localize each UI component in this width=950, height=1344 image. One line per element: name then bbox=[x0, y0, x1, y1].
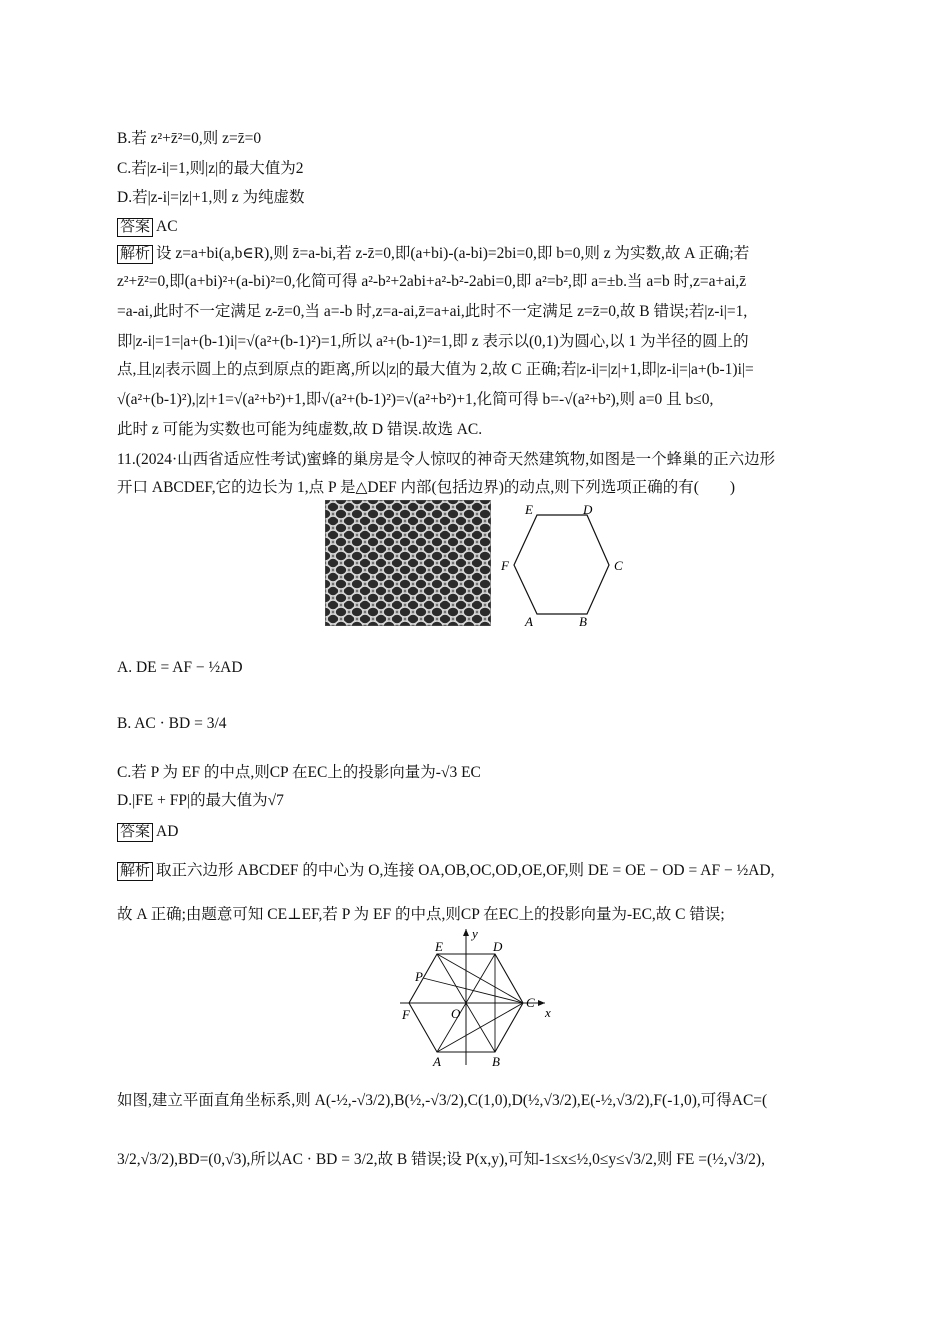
vertex-D: D bbox=[583, 502, 593, 517]
coord-label-D: D bbox=[493, 939, 503, 954]
analysis-11-line-4: 3/2,√3/2),BD=(0,√3),所以AC · BD = 3/2,故 B 错误;设 P(x,y),可知-1≤x≤½,0≤y≤√3/2,则 FE =(½,√3/2), bbox=[117, 1151, 765, 1168]
hexagon-diagram bbox=[492, 500, 632, 630]
coord-label-E: E bbox=[435, 939, 443, 954]
analysis-line-3: =a-ai,此时不一定满足 z-z̄=0,当 a=-b 时,z=a-ai,z̄=a+ai,此时不一定满足 z=z̄=0,故 B 错误;若|z-i|=1, bbox=[117, 303, 748, 320]
analysis-11-text-1: 取正六边形 ABCDEF 的中心为 O,连接 OA,OB,OC,OD,OE,OF,则 DE = OE − OD = AF − ½AD, bbox=[156, 862, 775, 879]
honeycomb-photo bbox=[325, 500, 491, 626]
coord-label-x: x bbox=[545, 1005, 551, 1020]
answer-line-1 bbox=[117, 218, 178, 237]
vertex-A: A bbox=[525, 614, 533, 629]
answer-tag: 答案 bbox=[117, 218, 153, 237]
analysis-tag: 解析 bbox=[117, 245, 153, 264]
coord-label-y: y bbox=[472, 926, 478, 941]
question-11-line-1: 11.(2024·山西省适应性考试)蜜蜂的巢房是令人惊叹的神奇天然建筑物,如图是一个蜂巢的正六边形 bbox=[117, 451, 776, 468]
coord-label-P: P bbox=[415, 969, 423, 984]
vertex-C: C bbox=[614, 558, 623, 573]
coord-label-C: C bbox=[526, 995, 535, 1010]
analysis-line-4: 即|z-i|=1=|a+(b-1)i|=√(a²+(b-1)²)=1,所以 a²+(b-1)²=1,即 z 表示以(0,1)为圆心,以 1 为半径的圆上的 bbox=[117, 333, 749, 350]
option-d-line: D.若|z-i|=|z|+1,则 z 为纯虚数 bbox=[117, 189, 305, 206]
option-b-11: B. AC · BD = 3/4 bbox=[117, 715, 227, 732]
coord-label-B: B bbox=[492, 1054, 500, 1069]
coord-label-O: O bbox=[451, 1006, 461, 1021]
option-c-line: C.若|z-i|=1,则|z|的最大值为2 bbox=[117, 160, 304, 177]
analysis-11-line-1 bbox=[117, 862, 774, 881]
answer-tag-2: 答案 bbox=[117, 823, 153, 842]
vertex-B: B bbox=[579, 614, 587, 629]
vertex-E: E bbox=[525, 502, 533, 517]
analysis-line-7: 此时 z 可能为实数也可能为纯虚数,故 D 错误.故选 AC. bbox=[117, 421, 483, 438]
answer-text: AC bbox=[156, 218, 178, 235]
coordinate-diagram bbox=[395, 925, 565, 1070]
analysis-tag-2: 解析 bbox=[117, 862, 153, 881]
hexagon-shape bbox=[514, 515, 609, 614]
answer-line-2 bbox=[117, 823, 178, 842]
analysis-line-5: 点,且|z|表示圆上的点到原点的距离,所以|z|的最大值为 2,故 C 正确;若|z-i|=|z|+1,即|z-i|=|a+(b-1)i|= bbox=[117, 361, 754, 378]
analysis-11-line-3: 如图,建立平面直角坐标系,则 A(-½,-√3/2),B(½,-√3/2),C(1,0),D(½,√3/2),E(-½,√3/2),F(-1,0),可得AC=( bbox=[117, 1092, 768, 1109]
option-c-11: C.若 P 为 EF 的中点,则CP 在EC上的投影向量为-√3 EC bbox=[117, 764, 481, 781]
analysis-line-1 bbox=[117, 245, 749, 264]
analysis-line-2: z²+z̄²=0,即(a+bi)²+(a-bi)²=0,化简可得 a²-b²+2abi+a²-b²-2abi=0,即 a²=b²,即 a=±b.当 a=b 时,z=a+ai,z̄ bbox=[117, 273, 747, 290]
answer-text-2: AD bbox=[156, 823, 179, 840]
option-b-line: B.若 z²+z̄²=0,则 z=z̄=0 bbox=[117, 130, 262, 147]
analysis-line-6: √(a²+(b-1)²),|z|+1=√(a²+b²)+1,即√(a²+(b-1)²)=√(a²+b²)+1,化简可得 b=-√(a²+b²),则 a=0 且 b≤0, bbox=[117, 391, 714, 408]
coord-label-A: A bbox=[433, 1054, 441, 1069]
vertex-F: F bbox=[501, 558, 509, 573]
coord-label-F: F bbox=[402, 1007, 410, 1022]
option-d-11: D.|FE + FP|的最大值为√7 bbox=[117, 792, 284, 809]
option-a-11: A. DE = AF − ½AD bbox=[117, 659, 243, 676]
analysis-11-line-2: 故 A 正确;由题意可知 CE⊥EF,若 P 为 EF 的中点,则CP 在EC上的投影向量为-EC,故 C 错误; bbox=[117, 906, 725, 923]
analysis-text: 设 z=a+bi(a,b∈R),则 z̄=a-bi,若 z-z̄=0,即(a+bi)-(a-bi)=2bi=0,即 b=0,则 z 为实数,故 A 正确;若 bbox=[156, 245, 750, 262]
question-11-line-2: 开口 ABCDEF,它的边长为 1,点 P 是△DEF 内部(包括边界)的动点,则下列选项正确的有( ) bbox=[117, 479, 736, 496]
